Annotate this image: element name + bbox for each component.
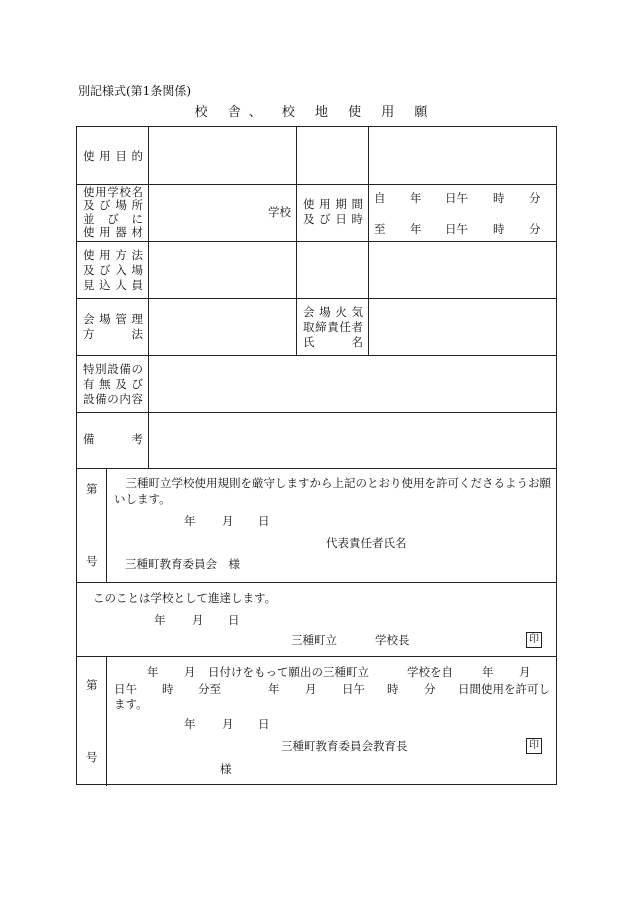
permit-l2-dayam: 日午 (342, 682, 365, 696)
label-special-l3: 設備の内容 (83, 392, 143, 406)
label-school-l2: 及び場所 (83, 198, 143, 212)
permit-l2-min: 分至 (198, 682, 221, 696)
permit-l2-year: 年 (268, 682, 280, 696)
permit-l2-day: 日午 (114, 682, 137, 696)
label-special-l1: 特別設備の (83, 362, 143, 376)
col-divider (106, 468, 107, 582)
permit-dai: 第 (86, 678, 98, 692)
permit-l1-month2: 月 (519, 665, 531, 679)
permit-month: 月 (222, 717, 234, 731)
permit-l1-year: 年 (147, 665, 159, 679)
forward-year: 年 (154, 613, 166, 627)
to-year: 年 (410, 222, 422, 236)
label-school-l4: 使用器材 (83, 225, 143, 239)
app-text: 三種町立学校使用規則を厳守しますから上記のとおり使用を許可くださるようお願いします。 (114, 476, 551, 506)
permit-l1-school: 学校を自 (407, 665, 453, 679)
forward-day: 日 (228, 613, 240, 627)
app-go: 号 (86, 554, 98, 568)
to-label: 至 (374, 222, 386, 236)
label-fire-l3: 氏名 (303, 335, 363, 349)
permit-l2-min2: 分 (424, 682, 436, 696)
forward-seal: 印 (526, 632, 542, 648)
forward-principal: 学校長 (375, 633, 410, 647)
to-hour: 時 (493, 222, 505, 236)
permit-go: 号 (86, 750, 98, 764)
permit-chief: 三種町教育委員会教育長 (281, 739, 408, 753)
label-period-l2: 及び日時 (303, 212, 363, 226)
app-board: 三種町教育委員会 様 (125, 557, 240, 571)
label-purpose: 使用目的 (83, 149, 143, 163)
app-dai: 第 (86, 482, 98, 496)
row-divider (77, 468, 556, 469)
row-divider (77, 656, 556, 657)
forward-text: このことは学校として進達します。 (93, 591, 277, 605)
permit-l1-month: 月 (184, 665, 196, 679)
permit-l2-hour: 時 (162, 682, 174, 696)
app-day: 日 (258, 514, 270, 528)
col-divider (148, 127, 149, 468)
permit-l3-text: ます。 (114, 697, 148, 711)
label-period-l1: 使用期間 (303, 197, 363, 211)
col-divider (368, 127, 369, 355)
permit-l1-year2: 年 (482, 665, 494, 679)
app-year: 年 (184, 514, 196, 528)
label-remarks: 備考 (83, 432, 143, 446)
label-school-l1: 使用学校名 (83, 185, 143, 199)
app-month: 月 (222, 514, 234, 528)
school-suffix: 学校 (268, 205, 291, 219)
from-year: 年 (410, 191, 422, 205)
col-divider (296, 127, 297, 355)
permit-year: 年 (184, 717, 196, 731)
permit-l2-text: 日間使用を許可し (458, 682, 550, 696)
label-special-l2: 有無及び (83, 377, 143, 391)
form-note: 別記様式(第1条関係) (78, 84, 191, 98)
col-divider (106, 656, 107, 786)
usage-form (76, 126, 557, 785)
permit-l1-text: 日付けをもって願出の三種町立 (208, 665, 369, 679)
label-venue-l2: 方法 (83, 327, 143, 341)
label-venue-l1: 会場管理 (83, 312, 143, 326)
from-day-ampm: 日午 (445, 191, 468, 205)
row-divider (77, 582, 556, 583)
from-label: 自 (374, 191, 386, 205)
permit-sama: 様 (220, 762, 232, 776)
app-rep-name: 代表責任者氏名 (326, 536, 407, 550)
label-method-l2: 及び入場 (83, 263, 143, 277)
permit-day: 日 (258, 717, 270, 731)
label-fire-l1: 会場火気 (303, 305, 363, 319)
label-school-l3: 並びに (83, 212, 143, 226)
from-minute: 分 (529, 191, 541, 205)
label-method-l1: 使用方法 (83, 248, 143, 262)
forward-month: 月 (192, 613, 204, 627)
label-fire-l2: 取締責任者 (303, 320, 363, 334)
to-minute: 分 (529, 222, 541, 236)
from-hour: 時 (493, 191, 505, 205)
permit-l2-month: 月 (305, 682, 317, 696)
permit-seal: 印 (526, 738, 542, 754)
label-method-l3: 見込人員 (83, 278, 143, 292)
permit-l2-hour2: 時 (387, 682, 399, 696)
forward-town: 三種町立 (291, 633, 337, 647)
form-title: 校 舎、 校 地 使 用 願 (194, 105, 436, 120)
to-day-ampm: 日午 (445, 222, 468, 236)
